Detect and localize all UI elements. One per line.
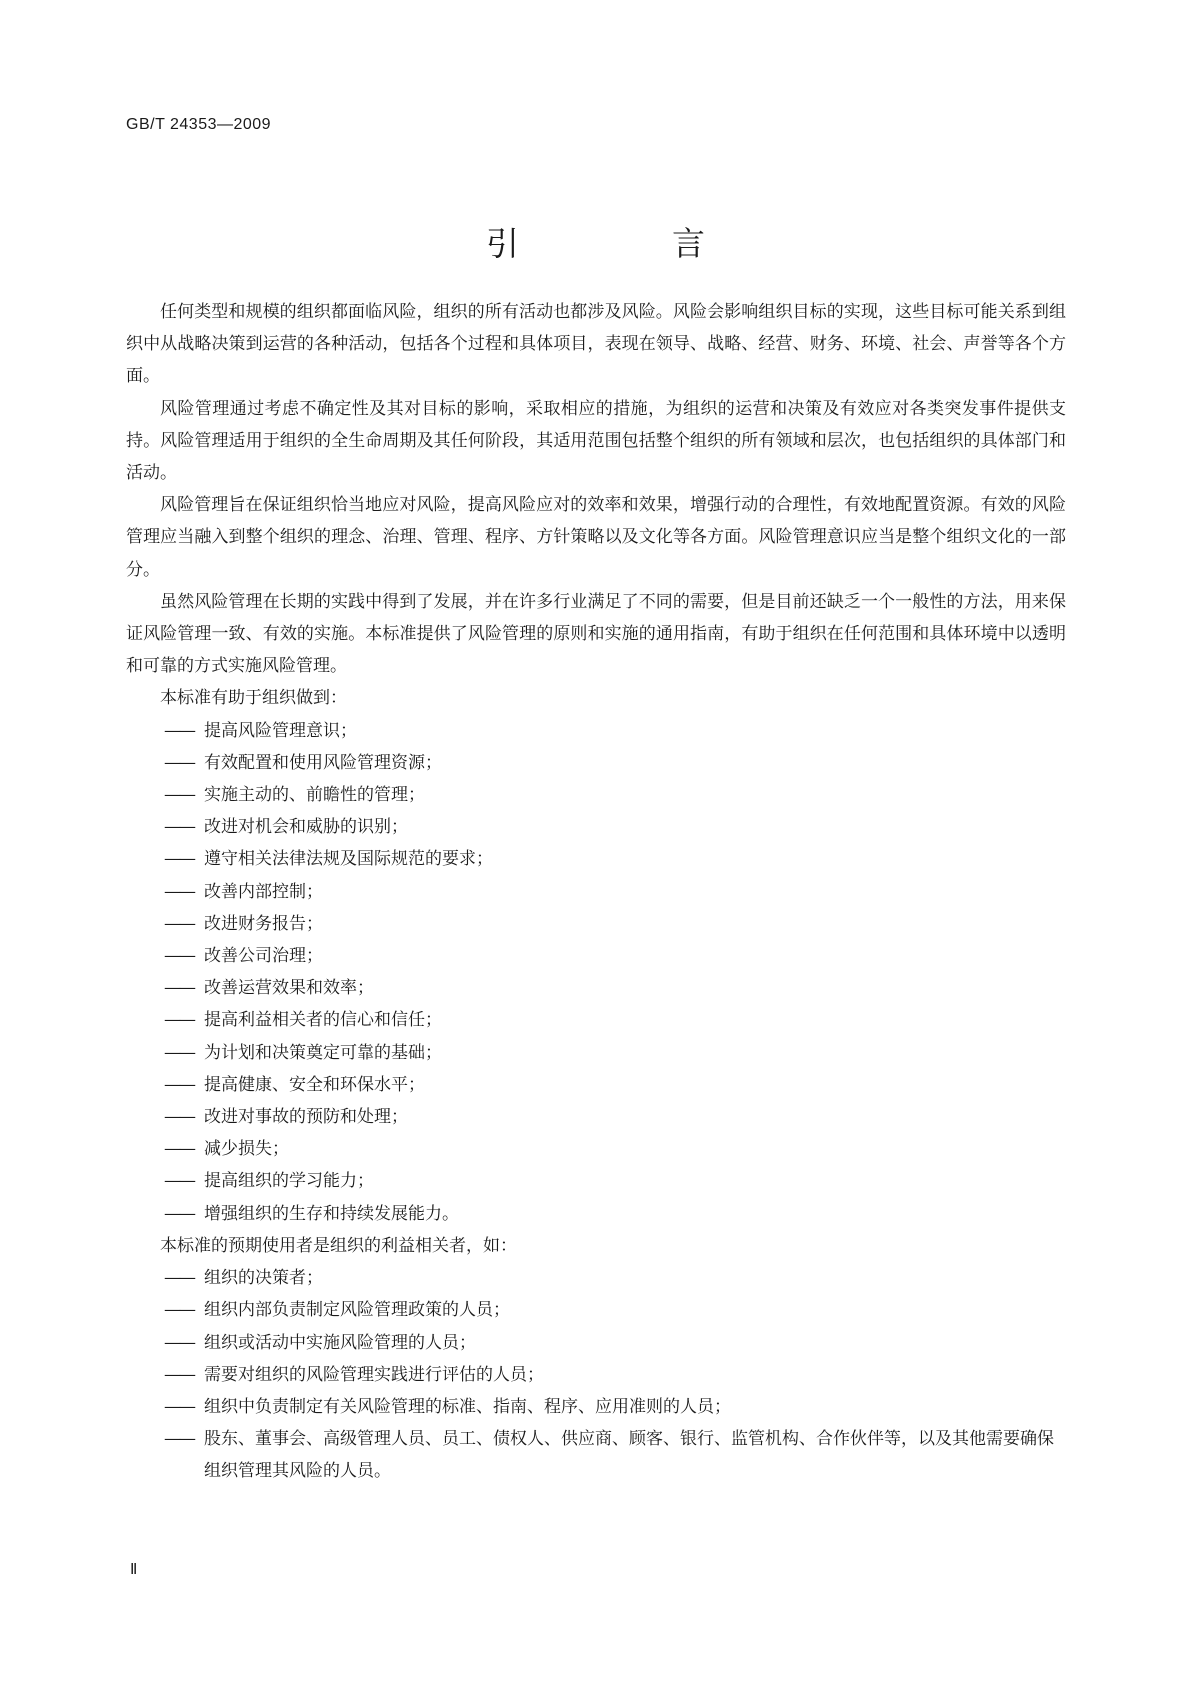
users-intro: 本标准的预期使用者是组织的利益相关者，如： <box>160 1235 517 1256</box>
list-item: —— 增强组织的生存和持续发展能力。 <box>126 1198 1066 1230</box>
paragraph: 任何类型和规模的组织都面临风险，组织的所有活动也都涉及风险。风险会影响组织目标的实现，这些目标可能关系到组织中从战略决策到运营的各种活动，包括各个过程和具体项目，表现在领导、战略、经营、财务、环境、社会、声誉等各个方面。 <box>126 302 1066 387</box>
users-list <box>126 1262 1066 1487</box>
list-item: —— 有效配置和使用风险管理资源； <box>126 747 1066 779</box>
list-item: —— 改进对事故的预防和处理； <box>126 1101 1066 1133</box>
list-item: —— 组织或活动中实施风险管理的人员； <box>126 1327 1066 1359</box>
page-number: Ⅱ <box>130 1562 138 1578</box>
list-item: —— 改进对机会和威胁的识别； <box>126 811 1066 843</box>
document-body <box>126 296 1066 1488</box>
list-item: —— 组织内部负责制定风险管理政策的人员； <box>126 1294 1066 1326</box>
list-item: —— 组织中负责制定有关风险管理的标准、指南、程序、应用准则的人员； <box>126 1391 1066 1423</box>
paragraph: 风险管理通过考虑不确定性及其对目标的影响，采取相应的措施，为组织的运营和决策及有效应对各类突发事件提供支持。风险管理适用于组织的全生命周期及其任何阶段，其适用范围包括整个组织的所有领域和层次，也包括组织的具体部门和活动。 <box>126 398 1066 484</box>
page-title: 引 言 <box>486 224 765 263</box>
list-item: —— 改善运营效果和效率； <box>126 972 1066 1004</box>
list-item: —— 减少损失； <box>126 1133 1066 1165</box>
list-item: —— 改进财务报告； <box>126 908 1066 940</box>
list-item: —— 遵守相关法律法规及国际规范的要求； <box>126 843 1066 875</box>
list-item: —— 提高组织的学习能力； <box>126 1165 1066 1197</box>
benefits-list <box>126 715 1066 1230</box>
list-item: —— 提高健康、安全和环保水平； <box>126 1069 1066 1101</box>
paragraph: 风险管理旨在保证组织恰当地应对风险，提高风险应对的效率和效果，增强行动的合理性，有效地配置资源。有效的风险管理应当融入到整个组织的理念、治理、管理、程序、方针策略以及文化等各方面。风险管理意识应当是整个组织文化的一部分。 <box>126 495 1066 580</box>
list-item: —— 需要对组织的风险管理实践进行评估的人员； <box>126 1359 1066 1391</box>
list-item: —— 改善公司治理； <box>126 940 1066 972</box>
list-item: —— 组织的决策者； <box>126 1262 1066 1294</box>
list-item: —— 股东、董事会、高级管理人员、员工、债权人、供应商、顾客、银行、监管机构、合作伙伴等，以及其他需要确保组织管理其风险的人员。 <box>126 1423 1066 1487</box>
list-item: —— 为计划和决策奠定可靠的基础； <box>126 1037 1066 1069</box>
list-item: —— 实施主动的、前瞻性的管理； <box>126 779 1066 811</box>
benefits-intro: 本标准有助于组织做到： <box>160 688 347 709</box>
paragraph: 虽然风险管理在长期的实践中得到了发展，并在许多行业满足了不同的需要，但是目前还缺乏一个一般性的方法，用来保证风险管理一致、有效的实施。本标准提供了风险管理的原则和实施的通用指南，有助于组织在任何范围和具体环境中以透明和可靠的方式实施风险管理。 <box>126 591 1066 677</box>
list-item: —— 提高风险管理意识； <box>126 715 1066 747</box>
list-item: —— 提高利益相关者的信心和信任； <box>126 1004 1066 1036</box>
standard-code: GB/T 24353—2009 <box>126 116 272 133</box>
list-item: —— 改善内部控制； <box>126 876 1066 908</box>
